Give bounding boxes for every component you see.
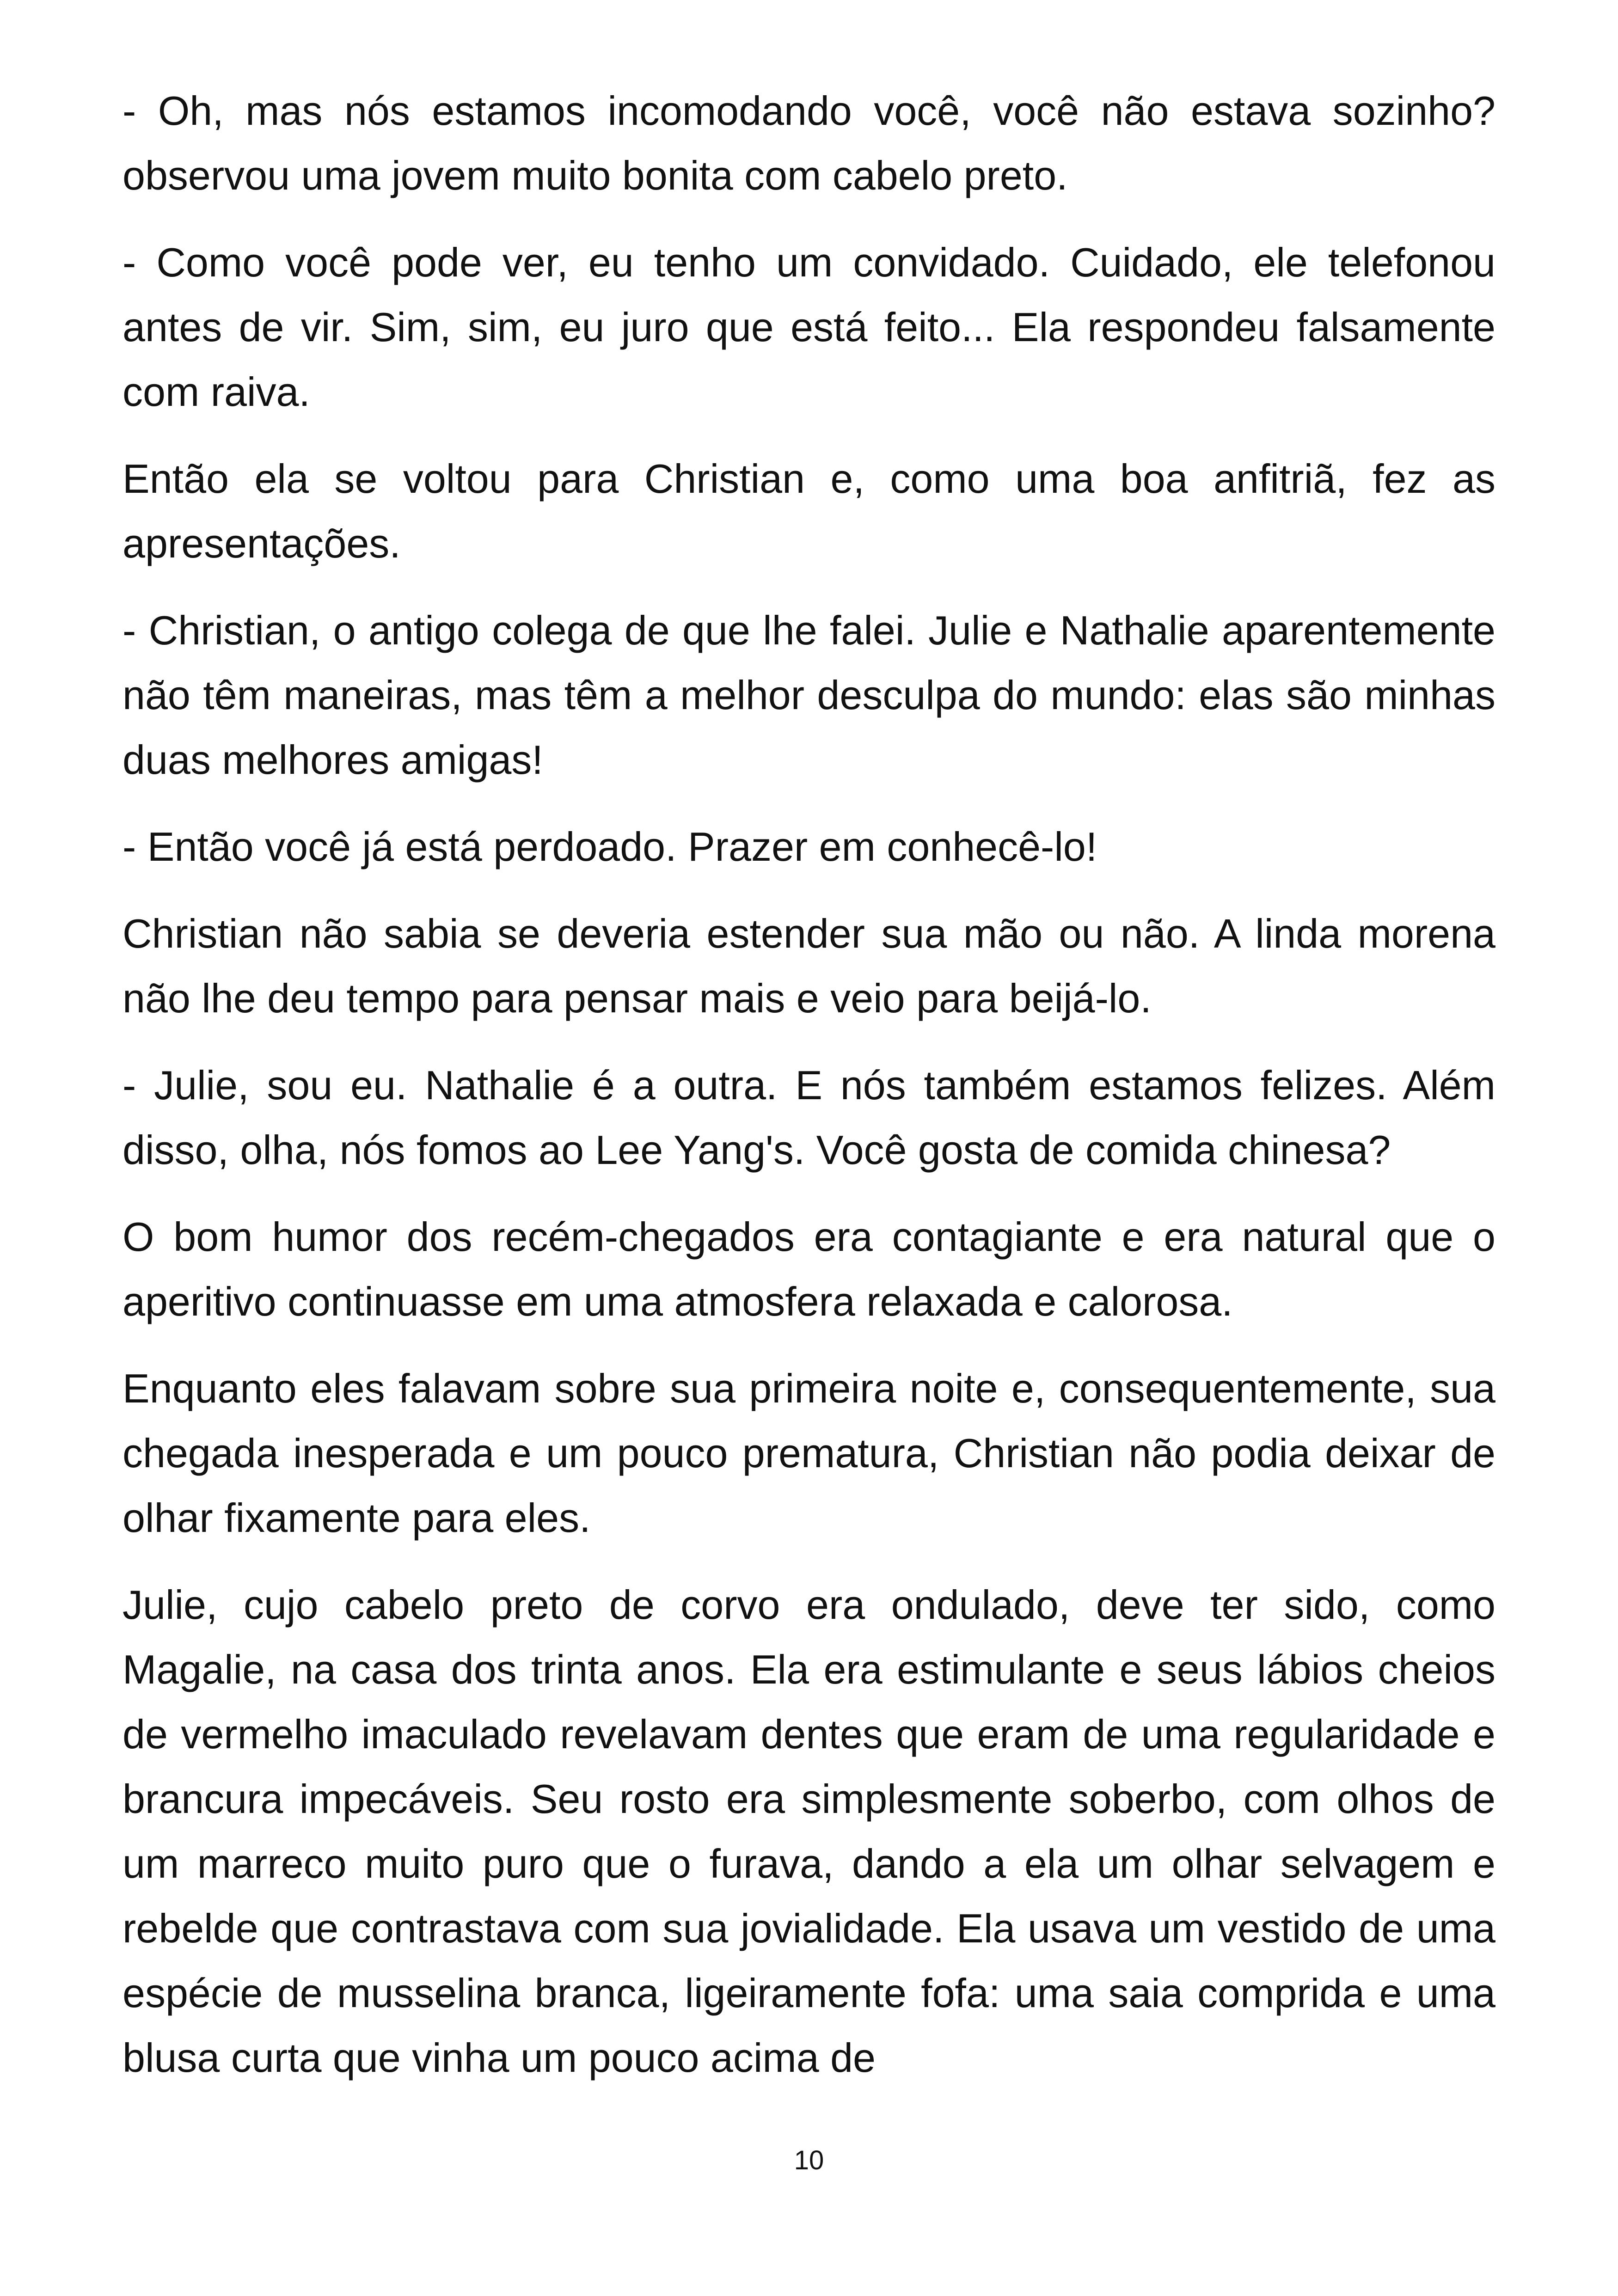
paragraph-4: - Christian, o antigo colega de que lhe falei. Julie e Nathalie aparentemente não têm maneiras, mas têm a melhor desculpa do mundo: elas são minhas duas melhores amigas! — [123, 607, 1495, 783]
paragraph-9: Enquanto eles falavam sobre sua primeira noite e, consequentemente, sua chegada inesperada e um pouco prematura, Christian não podia deixar de olhar fixamente para eles. — [123, 1365, 1495, 1541]
paragraph-3: Então ela se voltou para Christian e, como uma boa anfitriã, fez as apresentações. — [123, 456, 1495, 566]
paragraph-10: Julie, cujo cabelo preto de corvo era ondulado, deve ter sido, como Magalie, na casa dos trinta anos. Ela era estimulante e seus lábios cheios de vermelho imaculado revelavam dentes que eram de uma regularidade e brancura impecáveis. Seu rosto era simplesmente soberbo, com olhos de um marreco muito puro que o furava, dando a ela um olhar selvagem e rebelde que contrastava com sua jovialidade. Ela usava um vestido de uma espécie de musselina branca, ligeiramente fofa: uma saia comprida e uma blusa curta que vinha um pouco acima de — [123, 1582, 1495, 2081]
paragraph-7: - Julie, sou eu. Nathalie é a outra. E nós também estamos felizes. Além disso, olha, nós fomos ao Lee Yang's. Você gosta de comida chinesa? — [123, 1062, 1495, 1173]
body-text — [123, 79, 1495, 2112]
paragraph-2: - Como você pode ver, eu tenho um convidado. Cuidado, ele telefonou antes de vir. Sim, sim, eu juro que está feito... Ela respondeu falsamente com raiva. — [123, 239, 1495, 415]
paragraph-6: Christian não sabia se deveria estender sua mão ou não. A linda morena não lhe deu tempo para pensar mais e veio para beijá-lo. — [123, 911, 1495, 1021]
paragraph-8: O bom humor dos recém-chegados era contagiante e era natural que o aperitivo continuasse em uma atmosfera relaxada e calorosa. — [123, 1214, 1495, 1324]
page-number: 10 — [794, 2145, 824, 2175]
paragraph-5: - Então você já está perdoado. Prazer em conhecê-lo! — [123, 824, 1097, 869]
paragraph-1: - Oh, mas nós estamos incomodando você, você não estava sozinho? observou uma jovem muito bonita com cabelo preto. — [123, 88, 1495, 198]
